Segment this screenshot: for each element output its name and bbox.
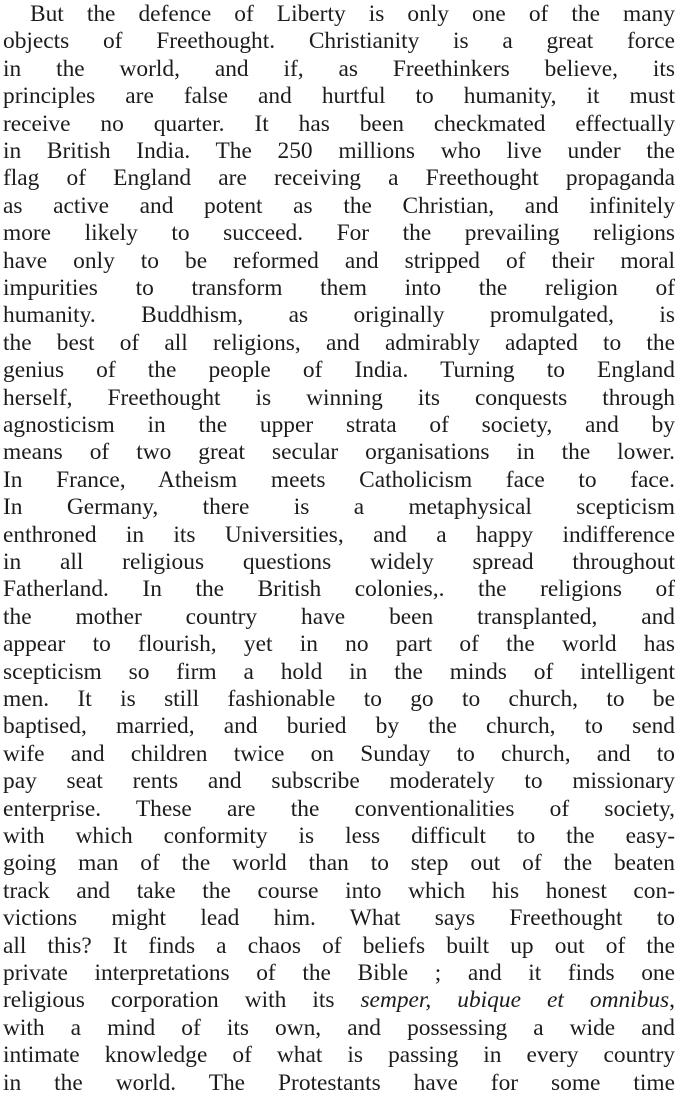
text-line: with which conformity is less difficult to the easy-: [3, 823, 675, 849]
text-line: going man of the world than to step out of the beaten: [3, 850, 675, 877]
text-line: flag of England are receiving a Freethought propaganda: [3, 165, 675, 192]
text-line: impurities to transform them into the religion of: [3, 275, 675, 301]
text-line: principles are false and hurtful to humanity, it must: [3, 83, 675, 110]
text-line: objects of Freethought. Christianity is a great force: [3, 28, 675, 55]
text-line: But the defence of Liberty is only one of the many: [30, 1, 675, 27]
text-line: means of two great secular organisations in the lower.: [3, 439, 675, 466]
text-line: scepticism so firm a hold in the minds of intelligent: [3, 658, 675, 685]
text-line: in British India. The 250 millions who live under the: [3, 138, 675, 164]
text-line: with a mind of its own, and possessing a wide and: [3, 1014, 675, 1041]
text-line: in the world. The Protestants have for some time: [3, 1069, 675, 1096]
text-line: victions might lead him. What says Freethought to: [3, 905, 675, 932]
text-segment: ,: [669, 987, 676, 1014]
text-line: intimate knowledge of what is passing in every country: [3, 1042, 675, 1069]
text-line: In Germany, there is a metaphysical scepticism: [3, 494, 675, 521]
text-line: enterprise. These are the conventionalities of society,: [3, 795, 675, 822]
text-line: men. It is still fashionable to go to church, to be: [3, 686, 675, 712]
text-line: the mother country have been transplanted, and: [3, 603, 675, 630]
document-page: [3, 0, 675, 1107]
text-line: appear to flourish, yet in no part of the world has: [3, 631, 675, 658]
text-line: agnosticism in the upper strata of society, and by: [3, 412, 675, 438]
text-line: In France, Atheism meets Catholicism face to face.: [3, 466, 675, 493]
text-line: as active and potent as the Christian, and infinitely: [3, 192, 675, 219]
text-line: herself, Freethought is winning its conquests through: [3, 384, 675, 411]
text-line: in all religious questions widely spread throughout: [3, 549, 675, 575]
text-line: track and take the course into which his honest con-: [3, 877, 675, 904]
text-line: private interpretations of the Bible ; and it finds one: [3, 960, 675, 986]
text-segment: religious corporation with its: [3, 987, 361, 1014]
text-line: pay seat rents and subscribe moderately to missionary: [3, 768, 675, 795]
italic-latin-phrase: semper, ubique et omnibus: [360, 987, 670, 1014]
text-line: have only to be reformed and stripped of their moral: [3, 247, 675, 274]
text-line: enthroned in its Universities, and a happy indifference: [3, 521, 675, 548]
text-line: wife and children twice on Sunday to church, and to: [3, 740, 675, 767]
text-line: the best of all religions, and admirably adapted to the: [3, 329, 675, 356]
text-line: genius of the people of India. Turning to England: [3, 357, 675, 384]
text-line: humanity. Buddhism, as originally promulgated, is: [3, 302, 675, 329]
text-line: in the world, and if, as Freethinkers believe, its: [3, 55, 675, 82]
text-line: Fatherland. In the British colonies,. the religions of: [3, 576, 675, 603]
text-line: baptised, married, and buried by the church, to send: [3, 713, 675, 740]
text-line-with-italic: [3, 987, 675, 1014]
text-line: more likely to succeed. For the prevailing religions: [3, 220, 675, 247]
text-line: all this? It finds a chaos of beliefs built up out of the: [3, 932, 675, 959]
text-line: receive no quarter. It has been checkmated effectually: [3, 110, 675, 137]
